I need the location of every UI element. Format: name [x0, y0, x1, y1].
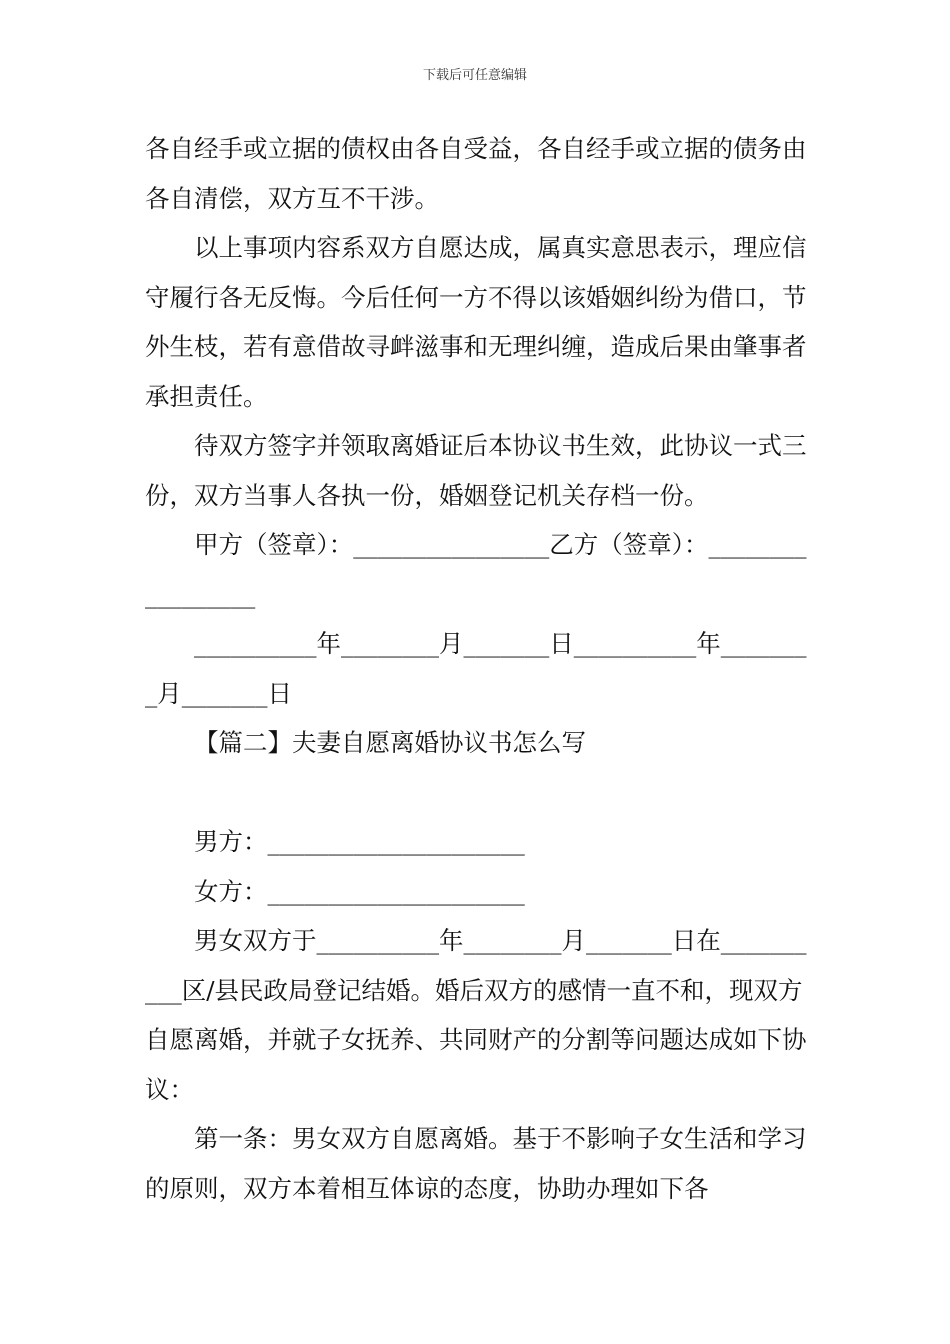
blank-line: [145, 768, 810, 818]
signature-line: 甲方（签章）：________________乙方（签章）：_________________: [145, 530, 807, 609]
male-party-field: 男方：_____________________: [194, 827, 525, 856]
paragraph-debt-clause: 各自经手或立据的债权由各自受益，各自经手或立据的债务由各自清偿，双方互不干涉。: [145, 134, 807, 213]
document-body: [145, 124, 810, 1213]
paragraph-article-one: 第一条：男女双方自愿离婚。基于不影响子女生活和学习的原则，双方本着相互体谅的态度，协助办理如下各: [145, 1124, 807, 1203]
paragraph-effective-clause: 待双方签字并领取离婚证后本协议书生效，此协议一式三份，双方当事人各执一份，婚姻登记机关存档一份。: [145, 431, 807, 510]
page-header: 下载后可任意编辑: [422, 68, 527, 83]
paragraph-voluntary-agreement: 以上事项内容系双方自愿达成，属真实意思表示，理应信守履行各无反悔。今后任何一方不得以该婚姻纠纷为借口，节外生枝，若有意借故寻衅滋事和无理纠缠，造成后果由肇事者承担责任。: [145, 233, 807, 411]
female-party-field: 女方：_____________________: [194, 876, 525, 906]
date-line: __________年________月_______日__________年________月_______日: [145, 629, 807, 708]
paragraph-marriage-registration: 男女双方于__________年________月_______日在__________区/县民政局登记结婚。婚后双方的感情一直不和，现双方自愿离婚，并就子女抚养、共同财产的分割等问题达成如下协议：: [145, 926, 807, 1104]
section-heading: 【篇二】夫妻自愿离婚协议书怎么写: [194, 728, 586, 757]
